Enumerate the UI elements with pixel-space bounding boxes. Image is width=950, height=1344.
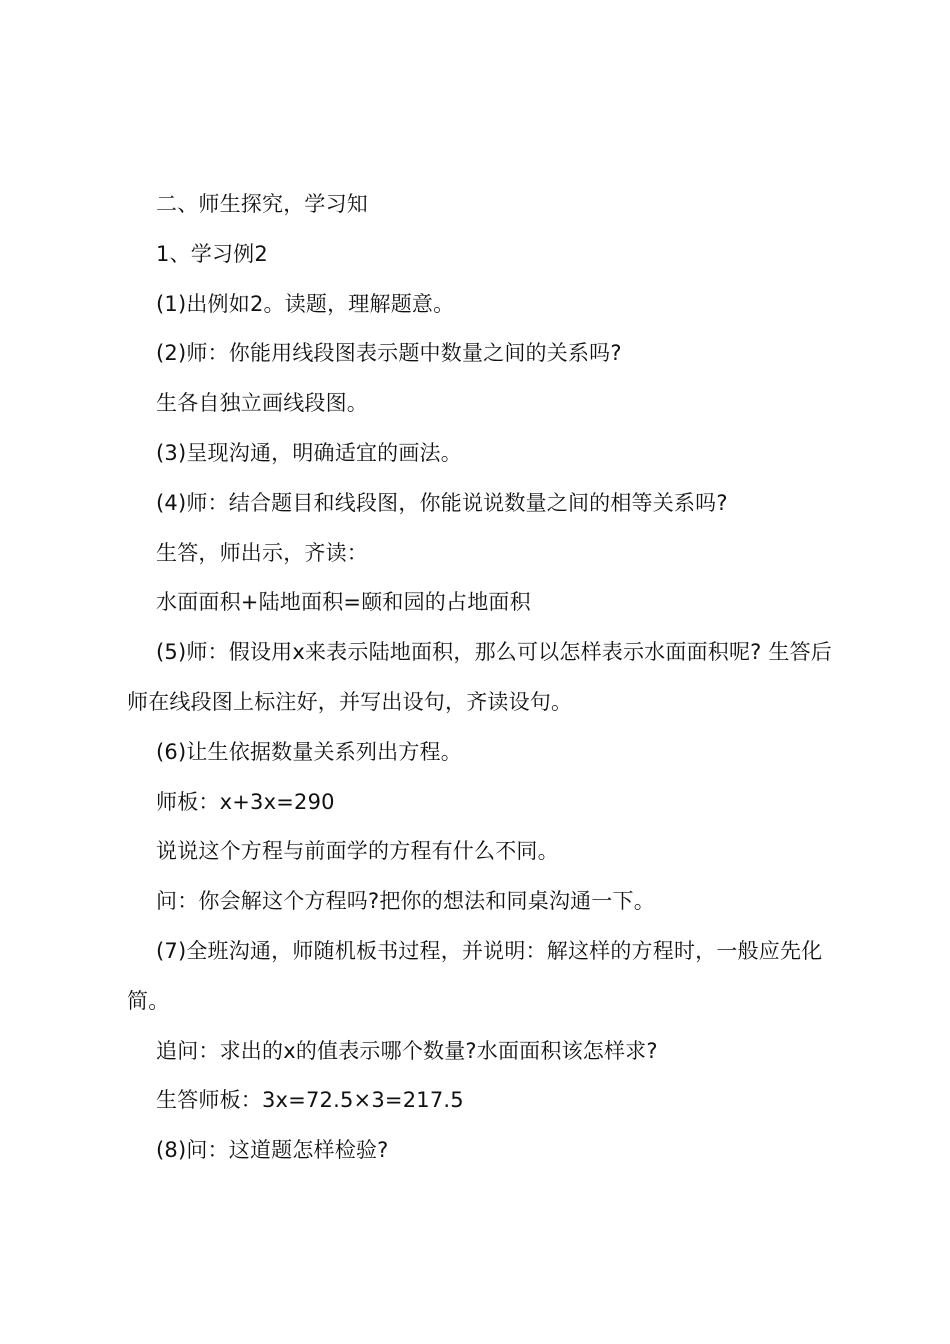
paragraph: 说说这个方程与前面学的方程有什么不同。	[156, 839, 559, 864]
paragraph: (2)师：你能用线段图表示题中数量之间的关系吗?	[156, 341, 622, 366]
document-body	[127, 180, 837, 1176]
paragraph: 追问：求出的x的值表示哪个数量?水面面积该怎样求?	[156, 1038, 658, 1063]
equation-text: 生答师板：3x=72.5×3=217.5	[156, 1088, 464, 1113]
example-heading: 1、学习例2	[156, 241, 268, 266]
equation-text: 师板：x+3x=290	[156, 789, 335, 814]
paragraph: (1)出例如2。读题，理解题意。	[156, 291, 455, 316]
paragraph: (6)让生依据数量关系列出方程。	[156, 739, 462, 764]
paragraph: (3)呈现沟通，明确适宜的画法。	[156, 440, 462, 465]
paragraph: (8)问：这道题怎样检验?	[156, 1138, 389, 1163]
paragraph: (7)全班沟通，师随机板书过程，并说明：解这样的方程时，一般应先化简。	[127, 938, 823, 1013]
section-heading: 二、师生探究，学习知	[156, 192, 368, 216]
paragraph: (4)师：结合题目和线段图，你能说说数量之间的相等关系吗?	[156, 490, 728, 515]
paragraph: 生答，师出示，齐读：	[156, 540, 368, 565]
paragraph: 生各自独立画线段图。	[156, 391, 368, 416]
paragraph: 问：你会解这个方程吗?把你的想法和同桌沟通一下。	[156, 889, 655, 914]
paragraph: (5)师：假设用x来表示陆地面积，那么可以怎样表示水面面积呢? 生答后师在线段图上标注好，并写出设句，齐读设句。	[127, 640, 832, 714]
equation-text: 水面面积+陆地面积=颐和园的占地面积	[156, 590, 531, 615]
